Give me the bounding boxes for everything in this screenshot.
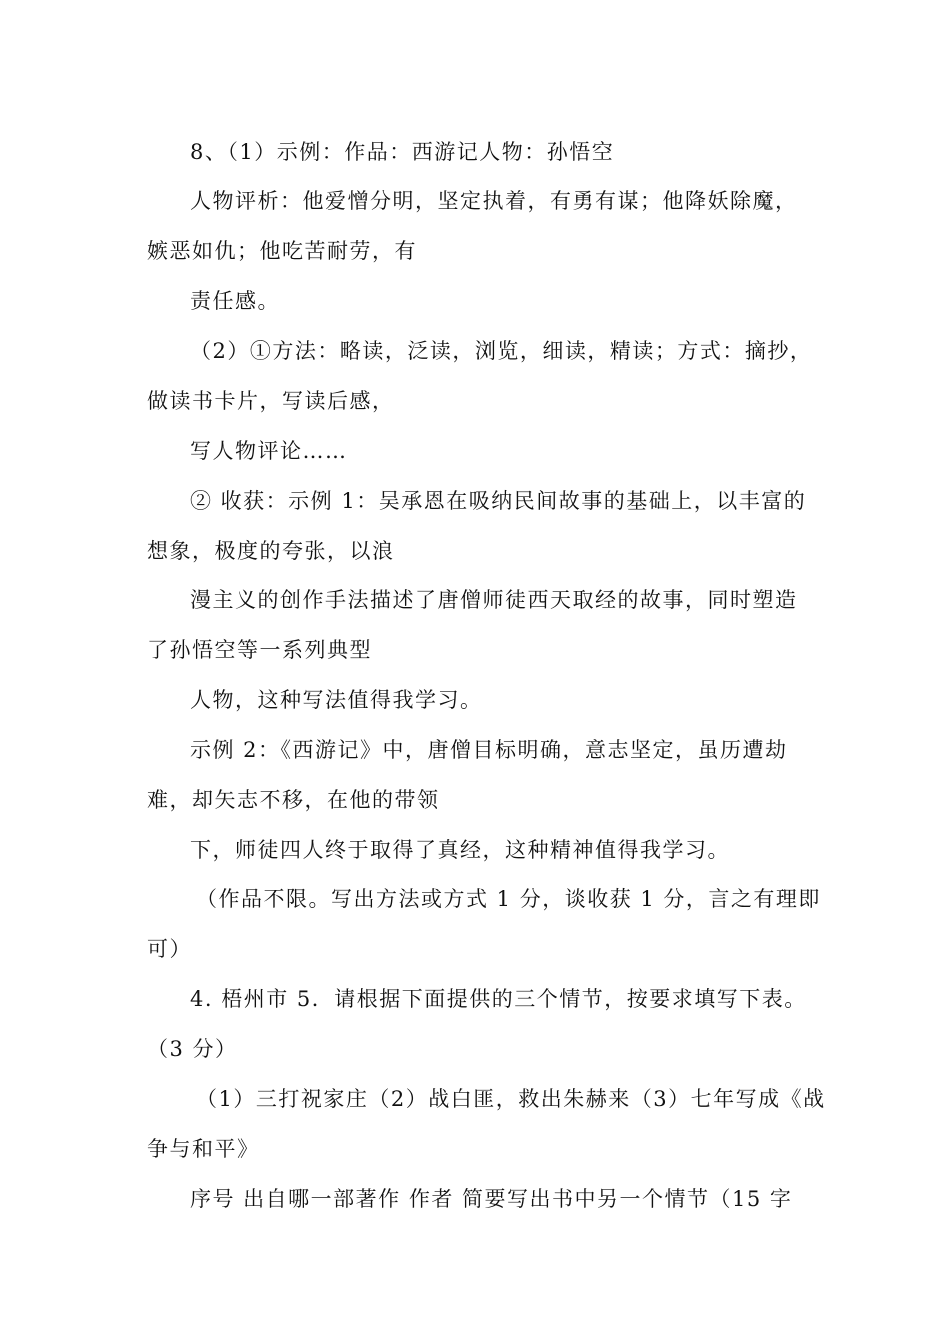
harvest-example1-line: 漫主义的创作手法描述了唐僧师徒西天取经的故事，同时塑造 — [190, 588, 798, 612]
question-wuzhou-line: （3 分） — [147, 1037, 238, 1061]
harvest-example2-line: 示例 2：《西游记》中，唐僧目标明确，意志坚定，虽历遭劫 — [190, 738, 788, 762]
scoring-note-line: 可） — [147, 937, 192, 961]
plot-list-line: 争与和平》 — [147, 1137, 260, 1161]
question-wuzhou-line: 4. 梧州市 5．请根据下面提供的三个情节，按要求填写下表。 — [190, 987, 807, 1011]
harvest-example1-line: 了孙悟空等一系列典型 — [147, 638, 372, 662]
character-review-line: 人物评析：他爱憎分明，坚定执着，有勇有谋；他降妖除魔， — [190, 189, 798, 213]
character-review-line: 责任感。 — [190, 289, 280, 313]
reading-methods-line: 做读书卡片，写读后感， — [147, 389, 395, 413]
harvest-example1-line: 想象，极度的夸张，以浪 — [147, 539, 395, 563]
harvest-example2-line: 下，师徒四人终于取得了真经，这种精神值得我学习。 — [190, 838, 730, 862]
plot-list-line: （1）三打祝家庄（2）战白匪，救出朱赫来（3）七年写成《战 — [196, 1087, 826, 1111]
harvest-example1-line: ② 收获：示例 1：吴承恩在吸纳民间故事的基础上，以丰富的 — [190, 489, 807, 513]
harvest-example1-line: 人物，这种写法值得我学习。 — [190, 688, 483, 712]
reading-methods-line: 写人物评论…… — [190, 439, 348, 463]
table-header-line: 序号 出自哪一部著作 作者 简要写出书中另一个情节（15 字 — [190, 1187, 793, 1211]
answer-8-part1-line: 8、（1）示例：作品：西游记人物：孙悟空 — [190, 140, 615, 164]
scoring-note-line: （作品不限。写出方法或方式 1 分，谈收获 1 分，言之有理即 — [196, 887, 821, 911]
answer-8-part2-line: （2）①方法：略读，泛读，浏览，细读，精读；方式：摘抄， — [190, 339, 813, 363]
harvest-example2-line: 难，却矢志不移，在他的带领 — [147, 788, 440, 812]
character-review-line: 嫉恶如仇；他吃苦耐劳，有 — [147, 239, 417, 263]
